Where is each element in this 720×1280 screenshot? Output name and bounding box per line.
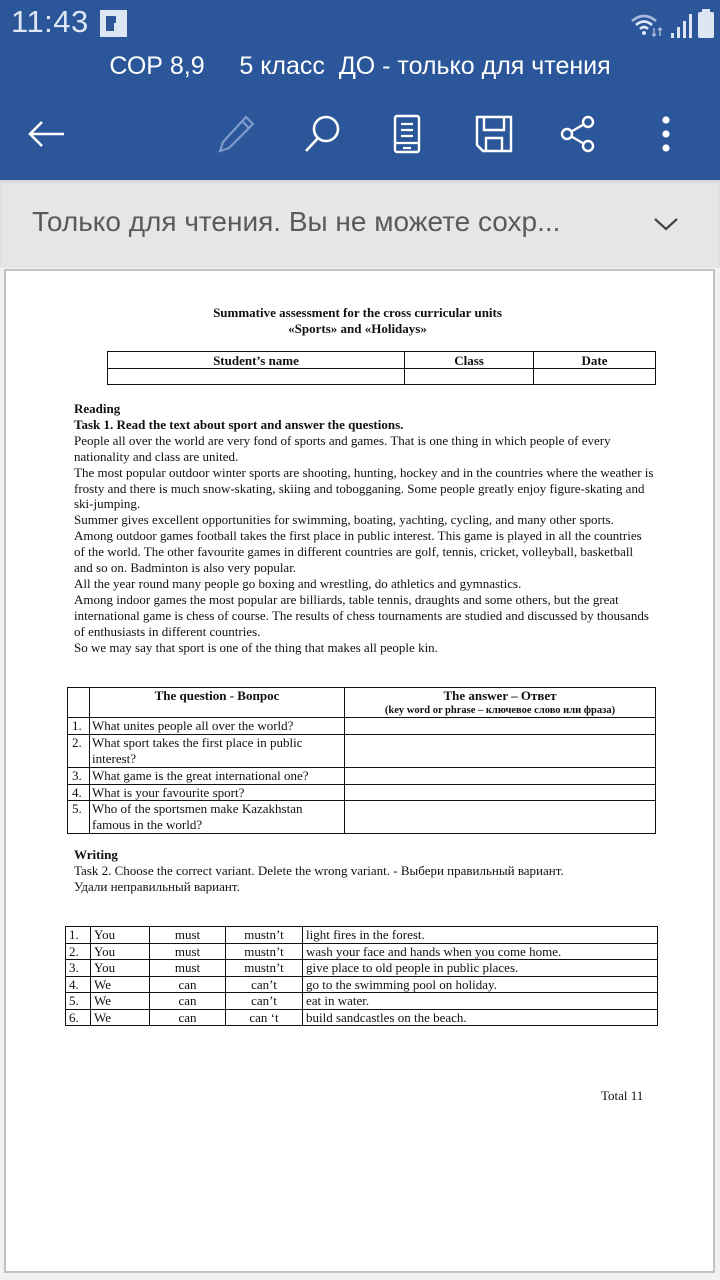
writing-section — [74, 847, 654, 895]
total-score: Total 11 — [601, 1088, 644, 1103]
toolbar — [0, 104, 720, 164]
title-line-2: «Sports» and «Holidays» — [288, 321, 427, 336]
option-negative[interactable]: can’t — [226, 976, 303, 993]
document-page[interactable] — [4, 269, 715, 1273]
subject: You — [91, 927, 150, 944]
question-text: What game is the great international one? — [90, 767, 345, 784]
back-button[interactable] — [24, 112, 68, 156]
signal-icon — [670, 12, 692, 38]
class-cell[interactable] — [405, 369, 534, 385]
table-row — [68, 767, 656, 784]
task-1-instruction: Task 1. Read the text about sport and answer the questions. — [74, 416, 404, 432]
reading-heading: Reading — [74, 401, 121, 416]
sentence-rest: give place to old people in public places. — [303, 960, 658, 977]
share-button[interactable] — [556, 112, 600, 156]
mobile-view-icon — [392, 114, 422, 154]
table-row — [68, 784, 656, 801]
option-positive[interactable]: can — [150, 976, 226, 993]
option-negative[interactable]: mustn’t — [226, 927, 303, 944]
subject: We — [91, 976, 150, 993]
table-row — [66, 1009, 658, 1026]
header-answer-subtitle: (key word or phrase – ключевое слово или фраза) — [384, 704, 616, 716]
row-number: 1. — [66, 927, 91, 944]
header-answer — [345, 688, 656, 718]
status-time: 11:43 — [11, 4, 89, 39]
row-number: 6. — [66, 1009, 91, 1026]
table-row — [68, 717, 656, 734]
more-options-button[interactable] — [644, 112, 688, 156]
assessment-title — [6, 305, 709, 337]
header-question: The question - Вопрос — [90, 688, 345, 718]
table-row — [66, 960, 658, 977]
header-class: Class — [405, 352, 534, 369]
status-bar — [0, 0, 720, 48]
sentence-rest: eat in water. — [303, 993, 658, 1010]
option-negative[interactable]: mustn’t — [226, 960, 303, 977]
option-positive[interactable]: can — [150, 993, 226, 1010]
edit-button[interactable] — [214, 112, 258, 156]
save-icon — [474, 114, 514, 154]
readonly-message: Только для чтения. Вы не можете сохр... — [32, 206, 561, 237]
search-button[interactable] — [300, 112, 344, 156]
option-negative[interactable]: can ‘t — [226, 1009, 303, 1026]
subject: You — [91, 960, 150, 977]
task-2-instruction: Task 2. Choose the correct variant. Delete the wrong variant. - Выбери правильный вариант. — [74, 862, 564, 878]
search-icon — [302, 114, 342, 154]
table-row — [68, 734, 656, 767]
arrow-left-icon — [26, 119, 66, 149]
answer-cell[interactable] — [345, 767, 656, 784]
sentence-rest: go to the swimming pool on holiday. — [303, 976, 658, 993]
question-number: 4. — [68, 784, 90, 801]
reading-section — [74, 401, 654, 656]
save-button[interactable] — [472, 112, 516, 156]
subject: We — [91, 1009, 150, 1026]
reading-paragraph: People all over the world are very fond of sports and games. That is one thing in which people of every nationality and class are united. — [74, 432, 611, 464]
flipboard-icon — [100, 10, 127, 37]
question-number: 1. — [68, 717, 90, 734]
task-2-instruction-cont: Удали неправильный вариант. — [74, 878, 240, 894]
readonly-banner[interactable] — [0, 180, 720, 268]
title-line-1: Summative assessment for the cross curricular units — [213, 305, 502, 320]
row-number: 4. — [66, 976, 91, 993]
table-row — [66, 993, 658, 1010]
student-info-table — [107, 351, 656, 385]
answer-cell[interactable] — [345, 717, 656, 734]
question-text: What is your favourite sport? — [90, 784, 345, 801]
reading-paragraph: The most popular outdoor winter sports are shooting, hunting, hockey and in the countries where the weather is frosty and there is much snow-skating, skiing and tobogganing. Some people greatly enjoy figure-skating and ski-jumping. — [74, 464, 654, 512]
row-number: 2. — [66, 943, 91, 960]
header-date: Date — [534, 352, 656, 369]
wifi-icon — [630, 12, 664, 38]
sentence-rest: wash your face and hands when you come home. — [303, 943, 658, 960]
battery-icon — [698, 12, 714, 38]
questions-table — [67, 687, 656, 834]
reading-paragraph: Summer gives excellent opportunities for swimming, boating, yachting, cycling, and many other sports. Among outdoor games football takes the first place in public interest. This game is played in all the countries of the world. The other favourite games in different countries are golf, tennis, cricket, volleyball, basketball and so on. Badminton is also very popular. — [74, 512, 642, 576]
student-name-cell[interactable] — [108, 369, 405, 385]
app-bar — [0, 0, 720, 180]
table-row — [68, 801, 656, 834]
table-row — [66, 943, 658, 960]
question-text: Who of the sportsmen make Kazakhstan famous in the world? — [90, 801, 345, 834]
reading-paragraph: So we may say that sport is one of the thing that makes all people kin. — [74, 639, 438, 655]
row-number: 3. — [66, 960, 91, 977]
question-number: 5. — [68, 801, 90, 834]
question-number: 3. — [68, 767, 90, 784]
question-text: What unites people all over the world? — [90, 717, 345, 734]
writing-heading: Writing — [74, 847, 118, 862]
row-number: 5. — [66, 993, 91, 1010]
mobile-view-button[interactable] — [385, 112, 429, 156]
writing-table — [65, 926, 658, 1026]
status-icons — [630, 10, 714, 38]
header-answer-title: The answer – Ответ — [443, 688, 557, 703]
question-text: What sport takes the first place in public interest? — [90, 734, 345, 767]
reading-paragraph: Among indoor games the most popular are billiards, table tennis, draughts and some others, but the great international game is chess of course. The results of chess tournaments are studied and discussed by thousands of enthusiasts in different countries. — [74, 591, 649, 639]
more-vertical-icon — [660, 114, 672, 154]
answer-cell[interactable] — [345, 734, 656, 767]
option-positive[interactable]: can — [150, 1009, 226, 1026]
option-positive[interactable]: must — [150, 960, 226, 977]
date-cell[interactable] — [534, 369, 656, 385]
answer-cell[interactable] — [345, 801, 656, 834]
answer-cell[interactable] — [345, 784, 656, 801]
option-negative[interactable]: can’t — [226, 993, 303, 1010]
reading-paragraph: All the year round many people go boxing and wrestling, do athletics and gymnastics. — [74, 575, 522, 591]
pencil-icon — [216, 114, 256, 154]
expand-banner-button[interactable] — [648, 206, 684, 242]
subject: You — [91, 943, 150, 960]
question-number: 2. — [68, 734, 90, 767]
header-student-name: Student’s name — [108, 352, 405, 369]
chevron-down-icon — [653, 216, 679, 232]
option-positive[interactable]: must — [150, 927, 226, 944]
share-icon — [558, 114, 598, 154]
table-row — [66, 976, 658, 993]
sentence-rest: light fires in the forest. — [303, 927, 658, 944]
header-number — [68, 688, 90, 718]
option-negative[interactable]: mustn’t — [226, 943, 303, 960]
document-title: СОР 8,9 5 класс ДО - только для чтения — [109, 52, 611, 80]
table-row — [66, 927, 658, 944]
sentence-rest: build sandcastles on the beach. — [303, 1009, 658, 1026]
option-positive[interactable]: must — [150, 943, 226, 960]
subject: We — [91, 993, 150, 1010]
